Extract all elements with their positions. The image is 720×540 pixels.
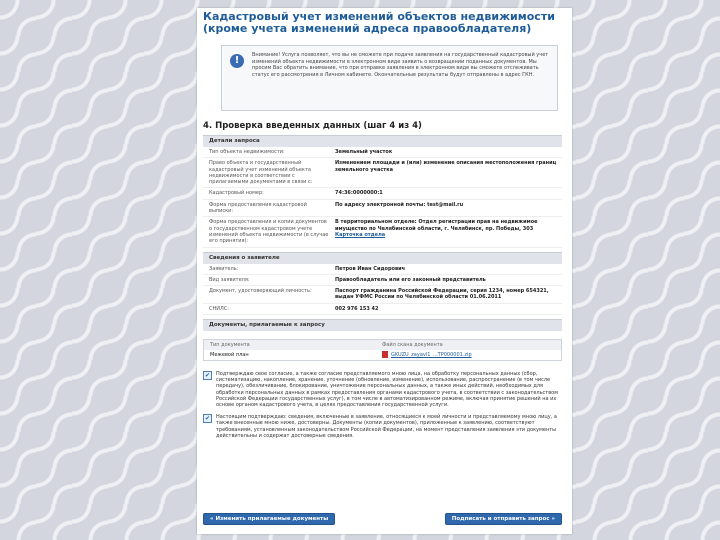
table-row	[203, 188, 562, 199]
section-documents-title: Документы, прилагаемые к запросу	[203, 319, 562, 331]
consent-checkbox[interactable]: ✔	[204, 372, 211, 380]
row-label: СНИЛС:	[209, 305, 229, 312]
applicant-rows	[203, 264, 562, 315]
row-label: Документ, удостоверяющий личность:	[209, 288, 312, 295]
table-row	[203, 264, 562, 275]
table-row	[203, 217, 562, 247]
section-applicant-title: Сведения о заявителе	[203, 252, 562, 264]
consent-personal-data	[203, 371, 562, 408]
section-request-title: Детали запроса	[203, 135, 562, 147]
row-label: Форма предоставления и копии документов о государственном кадастровом учете изменений объекта недвижимости (в случае его принятия):	[209, 219, 329, 245]
step-title: 4. Проверка введенных данных (шаг 4 из 4)	[203, 121, 422, 131]
documents-table	[203, 339, 562, 361]
row-value: Петров Иван Сидорович	[335, 265, 406, 272]
row-value: В территориальном отделе: Отдел регистрации прав на недвижимое имущество по Челябинской области, г. Челябинск, пр. Победы, 303	[335, 219, 538, 232]
row-value: Паспорт гражданина Российской Федерации, серия 1234, номер 654321, выдан УФМС России по Челябинской области 01.06.2011	[335, 288, 549, 301]
table-row	[203, 304, 562, 315]
row-value: Земельный участок	[335, 149, 393, 155]
notice-text: Внимание! Услуга позволяет, что вы не сможете при подаче заявления на государственный кадастровый учет изменений объекта недвижимости в электронном виде заявить о возвращении поданных документов. Мы просим Вас обратить внимание, что при отправке заявления в электронном виде вы сможете отслеживать статус его рассмотрения в Личном кабинете. Окончательные результаты будут отправлены в адрес ГКН.	[252, 52, 549, 78]
office-card-link[interactable]: Карточка отдела	[335, 231, 386, 238]
row-value: 74:36:0000000:1	[335, 190, 383, 197]
row-value: По адресу электронной почты: test@mail.ru	[335, 201, 464, 208]
row-value: 002 976 153 42	[335, 305, 379, 312]
document-type: Межевой план	[210, 352, 249, 359]
row-label: Форма предоставления кадастровой выписки:	[209, 201, 307, 215]
row-value: Изменением площади и (или) изменение описания местоположения границ земельного участка	[335, 160, 557, 173]
column-header: Файл скана документа	[382, 342, 443, 349]
consent-accuracy	[203, 414, 562, 439]
row-value: Правообладатель или его законный представитель	[335, 276, 486, 283]
row-label: Тип объекта недвижимости:	[209, 149, 285, 155]
table-row	[203, 286, 562, 304]
sign-and-submit-button[interactable]: Подписать и отправить запрос »	[445, 513, 562, 525]
document-file-cell	[382, 350, 561, 360]
table-row	[203, 147, 562, 158]
column-header: Тип документа	[210, 342, 250, 349]
table-row	[203, 275, 562, 286]
document-file-link[interactable]: GKUZU_zayavl1_...TP000001.zip	[391, 352, 472, 359]
row-label: Заявитель:	[209, 265, 239, 272]
info-icon: !	[230, 54, 244, 68]
documents-table-header	[204, 340, 561, 350]
consent-text: Настоящим подтверждаю: сведения, включенные в заявление, относящиеся к моей личности и представляемому мною лицу, а также внесенные мною ниже, достоверны. Документы (копии документов), приложенные к заявлению, соответствуют требованиям, установленным законодательством Российской Федерации, на момент представления заявления эти документы действительны и содержат достоверные сведения.	[216, 414, 557, 439]
row-label: Кадастровый номер:	[209, 190, 264, 197]
row-value-with-link	[335, 219, 562, 244]
change-documents-button[interactable]: « Изменить прилагаемые документы	[203, 513, 335, 525]
consent-text: Подтверждаю свое согласие, а также согласие представляемого мною лица, на обработку персональных данных (сбор, систематизацию, накопление, хранение, уточнение (обновление, изменение), использование, распространение (в том числе передачу), обезличивание, блокирование, уничтожение персональных данных, а также иных действий, необходимых для обработки персональных данных в рамках предоставления органами кадастрового учета, в соответствии с законодательством Российской Федерации государственных услуг), в том числе в автоматизированном режиме, включая принятие решений на их основе органом кадастрового учета, в целях предоставления государственной услуги.	[216, 371, 558, 409]
notice-box	[221, 45, 558, 111]
table-row	[203, 200, 562, 218]
form-page	[197, 8, 572, 534]
file-icon	[382, 351, 388, 358]
request-rows	[203, 147, 562, 248]
row-label: Право объекта и государственный кадастровый учет изменений объекта недвижимости в соответствии с прилагаемыми документами в связи с:	[209, 160, 313, 186]
row-label: Вид заявителя:	[209, 276, 250, 283]
table-row	[203, 158, 562, 188]
consent-checkbox[interactable]: ✔	[204, 415, 211, 423]
table-row	[204, 350, 561, 360]
action-buttons	[203, 513, 562, 525]
page-title: Кадастровый учет изменений объектов недвижимости (кроме учета изменений адреса правообладателя)	[203, 10, 555, 35]
